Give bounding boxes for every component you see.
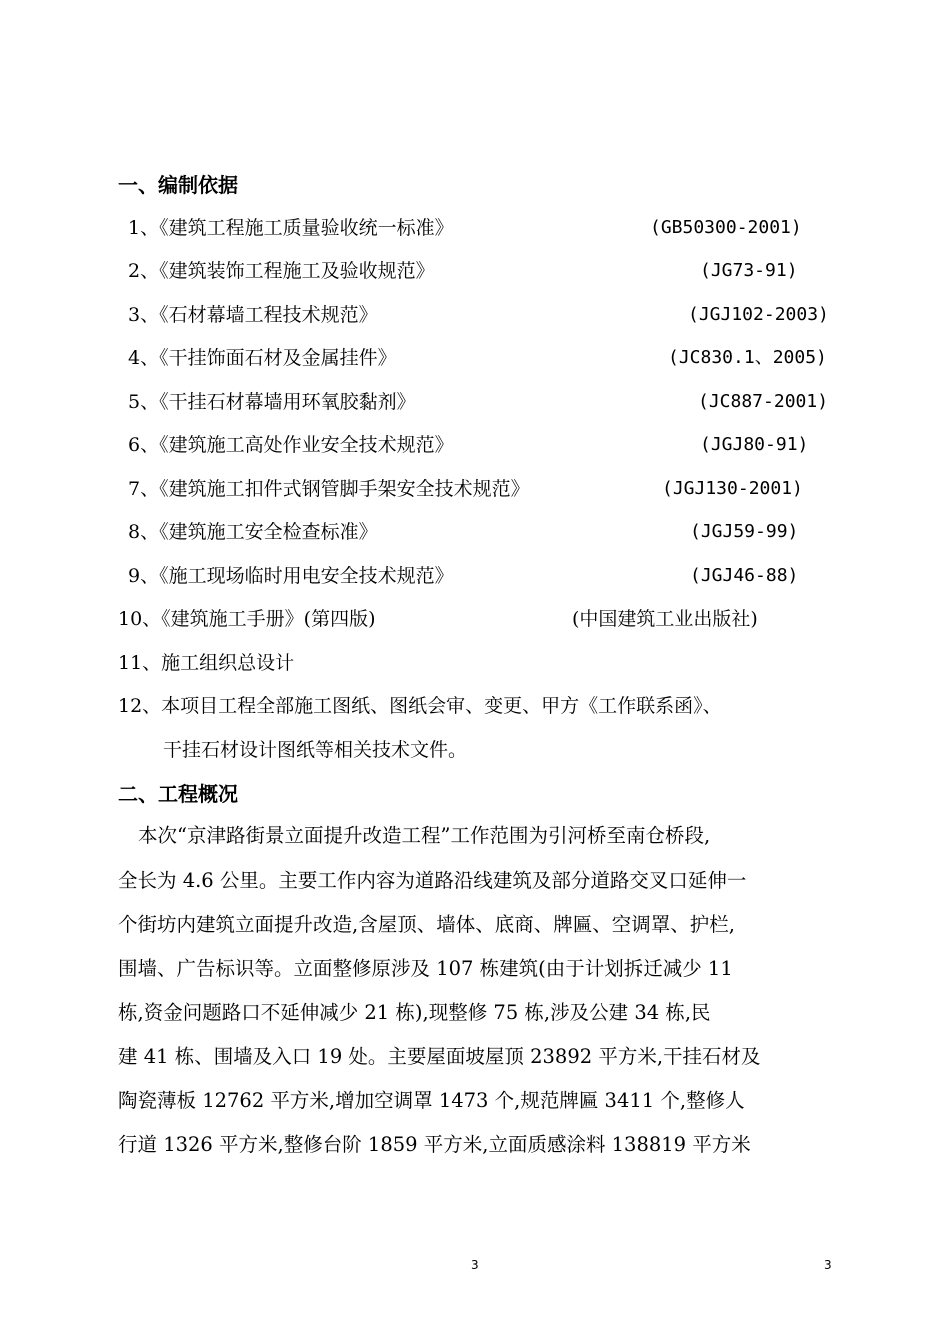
- reference-item-5: 5、《干挂石材幕墙用环氧胶黏剂》: [128, 391, 416, 413]
- reference-code-7: (JGJ130-2001): [662, 478, 803, 499]
- page-number-right: 3: [824, 1258, 832, 1272]
- reference-item-9: 9、《施工现场临时用电安全技术规范》: [128, 565, 454, 587]
- reference-code-2: (JG73-91): [700, 260, 798, 281]
- reference-item-11: 11、施工组织总设计: [118, 652, 295, 674]
- reference-item-12-continued: 干挂石材设计图纸等相关技术文件。: [163, 739, 468, 761]
- reference-code-1: (GB50300-2001): [650, 217, 802, 238]
- reference-item-12: 12、本项目工程全部施工图纸、图纸会审、变更、甲方《工作联系函》、: [118, 695, 722, 717]
- reference-item-6: 6、《建筑施工高处作业安全技术规范》: [128, 434, 454, 456]
- reference-code-4: (JC830.1、2005): [668, 347, 827, 368]
- reference-code-6: (JGJ80-91): [700, 434, 809, 455]
- reference-item-3: 3、《石材幕墙工程技术规范》: [128, 304, 378, 326]
- overview-line: 栋,资金问题路口不延伸减少 21 栋),现整修 75 栋,涉及公建 34 栋,民: [118, 1001, 711, 1024]
- reference-code-3: (JGJ102-2003): [688, 304, 829, 325]
- overview-line: 陶瓷薄板 12762 平方米,增加空调罩 1473 个,规范牌匾 3411 个,整修人: [118, 1089, 745, 1112]
- overview-line: 本次“京津路街景立面提升改造工程”工作范围为引河桥至南仓桥段,: [138, 824, 711, 847]
- overview-line: 全长为 4.6 公里。主要工作内容为道路沿线建筑及部分道路交叉口延伸一: [118, 869, 747, 892]
- overview-line: 建 41 栋、围墙及入口 19 处。主要屋面坡屋顶 23892 平方米,干挂石材及: [118, 1045, 761, 1068]
- overview-line: 个街坊内建筑立面提升改造,含屋顶、墙体、底商、牌匾、空调罩、护栏,: [118, 913, 735, 936]
- reference-item-4: 4、《干挂饰面石材及金属挂件》: [128, 347, 397, 369]
- reference-item-7: 7、《建筑施工扣件式钢管脚手架安全技术规范》: [128, 478, 530, 500]
- reference-item-8: 8、《建筑施工安全检查标准》: [128, 521, 378, 543]
- reference-code-9: (JGJ46-88): [690, 565, 799, 586]
- reference-code-5: (JC887-2001): [698, 391, 829, 412]
- section-2-heading: 二、工程概况: [118, 782, 238, 806]
- section-1-heading: 一、编制依据: [118, 173, 238, 197]
- page-number-center: 3: [471, 1258, 479, 1272]
- overview-line: 围墙、广告标识等。立面整修原涉及 107 栋建筑(由于计划拆迁减少 11: [118, 957, 733, 980]
- reference-item-2: 2、《建筑装饰工程施工及验收规范》: [128, 260, 435, 282]
- reference-item-1: 1、《建筑工程施工质量验收统一标准》: [128, 217, 454, 239]
- overview-line: 行道 1326 平方米,整修台阶 1859 平方米,立面质感涂料 138819 平方米: [118, 1133, 751, 1156]
- reference-code-8: (JGJ59-99): [690, 521, 799, 542]
- reference-code-10: (中国建筑工业出版社): [572, 608, 758, 630]
- reference-item-10: 10、《建筑施工手册》(第四版): [118, 608, 376, 630]
